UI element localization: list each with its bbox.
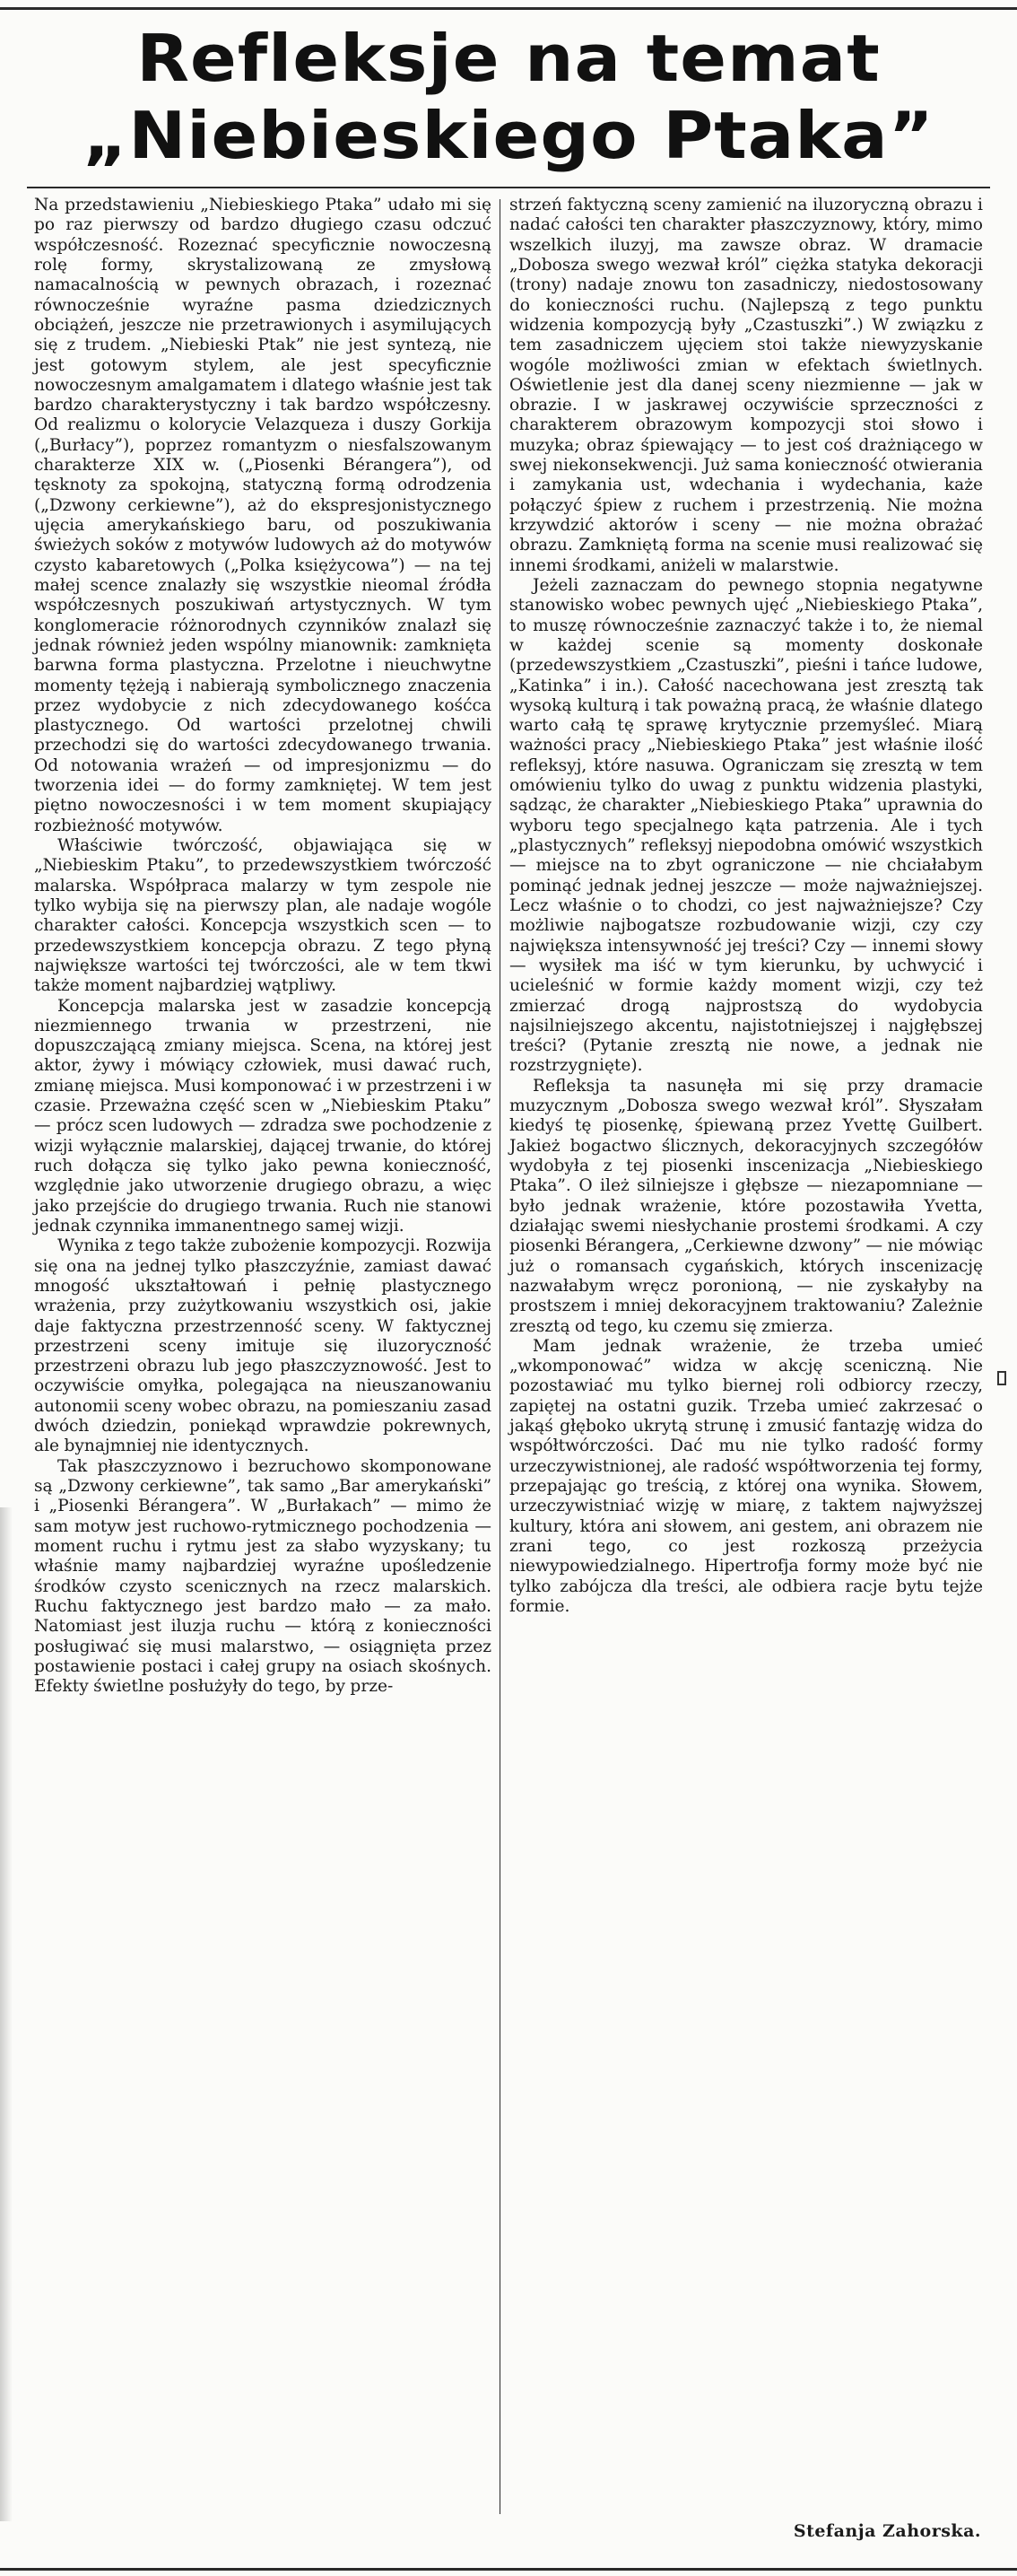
headline-rule <box>27 187 990 188</box>
paragraph: strzeń faktyczną sceny zamienić na iluzoryczną obrazu i nadać całości ten charakter płaszczyznowy, który, mimo wszelkich iluzyj, ma zawsze obraz. W dramacie „Dobosza swego wezwał król” ciężka statyka dekoracji (trony) nadaje znowu ton zasadniczy, niedostosowany do konieczności ruchu. (Najlepszą z tego punktu widzenia kompozycją były „Czastuszki”.) W związku z tem zasadniczem ujęciem stoi także niewyzyskanie wogóle możliwości zmian w efektach świetlnych. Oświetlenie jest dla danej sceny niezmienne — jak w obrazie. I w jaskrawej oczywiście sprzeczności z charakterem obrazowym kompozycji stoi słowo i muzyka; obraz śpiewający — to jest coś drażniącego w swej niekonsekwencji. Już sama konieczność otwierania i zamykania ust, wdechania i wydechania, każe połączyć śpiew z ruchem i przestrzenią. Nie można krzywdzić aktorów i sceny — nie można obrażać obrazu. Zamkniętą forma na scenie musi realizować się innemi środkami, aniżeli w malarstwie. <box>509 196 983 575</box>
author-signature: Stefanja Zahorska. <box>793 2521 981 2541</box>
paragraph: Jeżeli zaznaczam do pewnego stopnia negatywne stanowisko wobec pewnych ujęć „Niebieskiego Ptaka”, to muszę równocześnie zaznaczyć także i to, że niemal w każdej scenie są momenty doskonałe (przedewszystkiem „Czastuszki”, pieśni i tańce ludowe, „Katinka” i in.). Całość nacechowana jest zresztą tak wysoką kulturą i tak poważną pracą, że właśnie dlatego warto całą tę sprawę krytycznie przemyśleć. Miarą ważności pracy „Niebieskiego Ptaka” jest właśnie ilość refleksyj, które nasuwa. Ograniczam się zresztą w tem omówieniu tylko do uwag z punktu widzenia plastyki, sądząc, że charakter „Niebieskiego Ptaka” uprawnia do wyboru tego specjalnego kąta patrzenia. Ale i tych „plastycznych” refleksyj niepodobna omówić wszystkich — miejsce na to zbyt ograniczone — nie chciałabym pominąć jednak jednej jeszcze — może najważniejszej. Lecz właśnie o to chodzi, co jest najważniejsze? Czy możliwie najbogatsze rozbudowanie wizji, czy czy największa intensywność jej treści? Czy — innemi słowy — wysiłek ma iść w tym kierunku, by uchwycić i ucieleśnić w formie każdy moment wizji, czy też zmierzać drogą najprostszą do wydobycia najsilniejszego akcentu, najistotniejszej i najgłębszej treści? (Pytanie zresztą nie nowe, a jednak nie rozstrzygnięte). <box>509 575 983 1076</box>
page-fold-shadow <box>0 1507 13 2521</box>
paragraph: Wynika z tego także zubożenie kompozycji. Rozwija się ona na jednej tylko płaszczyźnie, zamiast dawać mnogość ukształtowań i pełnię plastycznego wrażenia, przy zużytkowaniu wszystkich osi, jakie daje faktyczna przestrzenność sceny. W faktycznej przestrzeni sceny imituje się iluzoryczność przestrzeni obrazu lub jego płaszczyznowość. Jest to oczywiście omyłka, polegająca na nieuszanowaniu autonomii sceny wobec obrazu, na pomieszaniu zasad dwóch dziedzin, poniekąd wprawdzie pokrewnych, ale bynajmniej nie identycznych. <box>34 1236 491 1456</box>
paragraph: Mam jednak wrażenie, że trzeba umieć „wkomponować” widza w akcję sceniczną. Nie pozostawiać mu tylko biernej roli odbiorcy rzeczy, zapiętej na ostatni guzik. Trzeba umieć zakrzesać o jakąś głęboko ukrytą strunę i zmusić fantazję widza do współtwórczości. Dać mu nie tylko radość formy urzeczywistnionej, ale radość współtworzenia tej formy, przepajając go treścią, z której ona wynika. Słowem, urzeczywistniać wizję w miarę, z taktem najwyższej kultury, która ani słowem, ani gestem, ani obrazem nie zrani tego, co jest rozkoszą przeżycia niewypowiedzialnego. Hipertrofja formy może być nie tylko zabójcza dla treści, ale odbiera racje bytu tejże formie. <box>509 1336 983 1616</box>
headline-line-2: „Niebieskiego Ptaka” <box>83 98 934 173</box>
paragraph: Właściwie twórczość, objawiająca się w „Niebieskim Ptaku”, to przedewszystkiem twórczość malarska. Współpraca malarzy w tym zespole nie tylko wybija się na pierwszy plan, ale nadaje wogóle charakter całości. Koncepcja wszystkich scen — to przedewszystkiem koncepcja obrazu. Z tego płyną największe wartości tej twórczości, ale w tem tkwi także moment najbardziej wątpliwy. <box>34 836 491 996</box>
headline-line-1: Refleksje na temat <box>136 21 881 96</box>
article-column-left <box>34 196 491 1697</box>
margin-mark <box>997 1371 1006 1385</box>
article-column-right <box>509 196 983 1617</box>
paragraph: Na przedstawieniu „Niebieskiego Ptaka” udało mi się po raz pierwszy od bardzo długiego czasu odczuć współczesność. Rozeznać specyficznie nowoczesną rolę formy, skrystalizowaną ze zmysłową namacalnością w pewnych obrazach, i rozeznać równocześnie wyraźne pasma dziedzicznych obciążeń, jeszcze nie przetrawionych i asymilujących się z trudem. „Niebieski Ptak” nie jest syntezą, nie jest gotowym stylem, ale jest specyficznie nowoczesnym amalgamatem i dlatego właśnie jest tak bardzo charakterystyczny i tak bardzo współczesny. Od realizmu o kolorycie Velazqueza i duszy Gorkija („Burłacy”), poprzez romantyzm o niesfalszowanym charakterze XIX w. („Piosenki Bérangera”), od tęsknoty za spokojną, statyczną formą odrodzenia („Dzwony cerkiewne”), aż do ekspresjonistycznego ujęcia amerykańskiego baru, od poszukiwania świeżych soków z motywów ludowych aż do motywów czysto kabaretowych („Polka księżycowa”) — na tej małej scence znalazły się wszystkie nieomal źródła współczesnych poszukiwań artystycznych. W tym konglomeracie różnorodnych czynników znalazł się jednak również jeden wspólny mianownik: zamknięta barwna forma plastyczna. Przelotne i nieuchwytne momenty tężeją i nabierają symbolicznego znaczenia przez wydobycie z nich zdecydowanego kośćca plastycznego. Od wartości przelotnej chwili przechodzi się do wartości zdecydowanego trwania. Od notowania wrażeń — od impresjonizmu — do tworzenia idei — do formy zamkniętej. W tem jest piętno nowoczesności i w tem moment skupiający rozbieżność motywów. <box>34 196 491 835</box>
article-headline <box>0 20 1017 174</box>
top-rule <box>0 7 1017 10</box>
paragraph: Tak płaszczyznowo i bezruchowo skomponowane są „Dzwony cerkiewne”, tak samo „Bar amerykański” i „Piosenki Bérangera”. W „Burłakach” — mimo że sam motyw jest ruchowo-rytmicznego pochodzenia — moment ruchu i rytmu jest za słabo wyzyskany; tu właśnie mamy najbardziej wyraźne upośledzenie środków czysto scenicznych na rzecz malarskich. Ruchu faktycznego jest bardzo mało — za mało. Natomiast jest iluzja ruchu — którą z konieczności posługiwać się musi malarstwo, — osiągnięta przez postawienie postaci i całej grupy na osiach skośnych. Efekty świetlne posłużyły do tego, by prze- <box>34 1456 491 1697</box>
paragraph: Koncepcja malarska jest w zasadzie koncepcją niezmiennego trwania w przestrzeni, nie dopuszczającą zmiany miejsca. Scena, na której jest aktor, żywy i mówiący człowiek, musi dawać ruch, zmianę miejsca. Musi komponować i w przestrzeni i w czasie. Przeważna część scen w „Niebieskim Ptaku” — prócz scen ludowych — zdradza swe pochodzenie z wizji wyłącznie malarskiej, dającej trwanie, do której ruch dołącza się tylko jako pewna konieczność, względnie jako utworzenie drugiego obrazu, a więc jako przejście do drugiego trwania. Ruch nie stanowi jednak czynnika immanentnego samej wizji. <box>34 996 491 1236</box>
paragraph: Refleksja ta nasunęła mi się przy dramacie muzycznym „Dobosza swego wezwał król”. Słyszałam kiedyś tę piosenkę, śpiewaną przez Yvettę Guilbert. Jakież bogactwo ślicznych, dekoracyjnych szczegółów wydobyła z tej piosenki inscenizacja „Niebieskiego Ptaka”. O ileż silniejsze i głębsze — niezapomniane — było jednak wrażenie, które pozostawiła Yvetta, działając swemi niesłychanie prostemi środkami. A czy piosenki Bérangera, „Cerkiewne dzwony” — nie mówiąc już o romansach cygańskich, których inscenizację nazwałabym wręcz poronioną, — nie zyskałyby na prostszem i mniej dekoracyjnem traktowaniu? Zależnie zresztą od tego, ku czemu się zmierza. <box>509 1076 984 1336</box>
bottom-rule <box>0 2568 1017 2571</box>
